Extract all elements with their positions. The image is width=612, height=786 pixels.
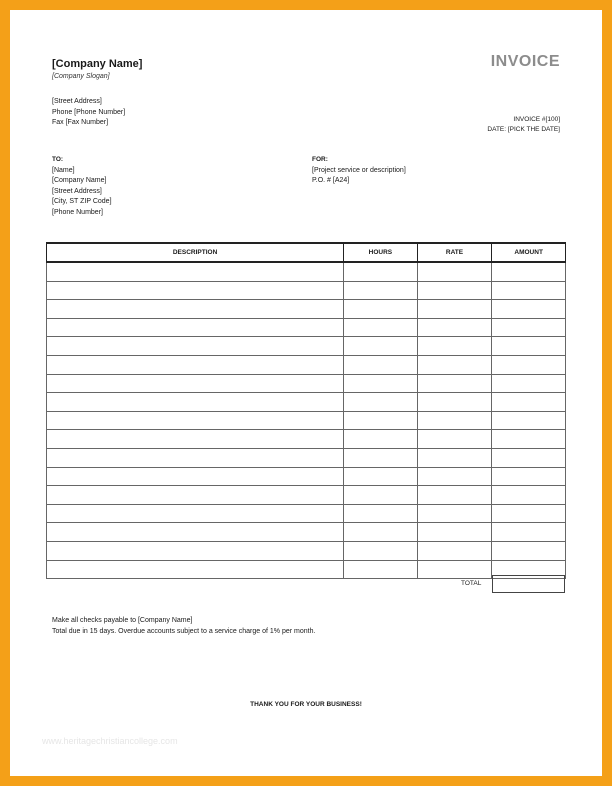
hours-cell[interactable] [344, 448, 418, 467]
thank-you-message: THANK YOU FOR YOUR BUSINESS! [250, 701, 362, 708]
hours-cell[interactable] [344, 411, 418, 430]
hours-cell[interactable] [344, 486, 418, 505]
table-row [47, 467, 566, 486]
rate-cell[interactable] [417, 411, 492, 430]
amount-cell[interactable] [492, 355, 566, 374]
rate-cell[interactable] [417, 262, 492, 281]
to-label: TO: [52, 156, 64, 163]
rate-cell[interactable] [417, 486, 492, 505]
to-company: [Company Name] [52, 177, 107, 184]
for-project: [Project service or description] [312, 166, 406, 174]
for-block [312, 155, 406, 187]
rate-cell[interactable] [417, 430, 492, 449]
invoice-number: INVOICE #[100] [513, 116, 560, 123]
header-rate: RATE [417, 243, 492, 262]
description-cell[interactable] [47, 318, 344, 337]
amount-cell[interactable] [492, 504, 566, 523]
hours-cell[interactable] [344, 467, 418, 486]
rate-cell[interactable] [417, 467, 492, 486]
rate-cell[interactable] [417, 374, 492, 393]
company-name: [Company Name] [52, 58, 143, 70]
invoice-meta [487, 115, 560, 135]
amount-cell[interactable] [492, 448, 566, 467]
amount-cell[interactable] [492, 486, 566, 505]
amount-cell[interactable] [492, 541, 566, 560]
rate-cell[interactable] [417, 355, 492, 374]
rate-cell[interactable] [417, 560, 492, 579]
table-row [47, 430, 566, 449]
description-cell[interactable] [47, 467, 344, 486]
for-po-number: P.O. # [A24] [312, 177, 350, 184]
table-row [47, 337, 566, 356]
hours-cell[interactable] [344, 560, 418, 579]
hours-cell[interactable] [344, 504, 418, 523]
amount-cell[interactable] [492, 318, 566, 337]
hours-cell[interactable] [344, 393, 418, 412]
hours-cell[interactable] [344, 374, 418, 393]
table-row [47, 523, 566, 542]
bill-to-block [52, 155, 112, 218]
description-cell[interactable] [47, 355, 344, 374]
sender-phone: Phone [Phone Number] [52, 108, 126, 116]
total-label: TOTAL [461, 580, 482, 587]
watermark-text: www.heritagechristiancollege.com [42, 736, 178, 746]
table-row [47, 448, 566, 467]
sender-street: [Street Address] [52, 98, 102, 105]
company-slogan: [Company Slogan] [52, 73, 110, 80]
to-name: [Name] [52, 166, 75, 174]
invoice-items-table [46, 242, 566, 579]
description-cell[interactable] [47, 281, 344, 300]
rate-cell[interactable] [417, 523, 492, 542]
sender-fax: Fax [Fax Number] [52, 119, 109, 126]
amount-cell[interactable] [492, 337, 566, 356]
description-cell[interactable] [47, 374, 344, 393]
rate-cell[interactable] [417, 281, 492, 300]
rate-cell[interactable] [417, 337, 492, 356]
invoice-title: INVOICE [490, 53, 560, 70]
description-cell[interactable] [47, 541, 344, 560]
description-cell[interactable] [47, 411, 344, 430]
table-row [47, 486, 566, 505]
hours-cell[interactable] [344, 318, 418, 337]
to-phone: [Phone Number] [52, 208, 103, 216]
description-cell[interactable] [47, 337, 344, 356]
header-hours: HOURS [344, 243, 418, 262]
amount-cell[interactable] [492, 411, 566, 430]
payable-note: Make all checks payable to [Company Name] [52, 617, 193, 624]
rate-cell[interactable] [417, 300, 492, 319]
hours-cell[interactable] [344, 430, 418, 449]
rate-cell[interactable] [417, 504, 492, 523]
description-cell[interactable] [47, 523, 344, 542]
table-header-row [47, 243, 566, 262]
description-cell[interactable] [47, 430, 344, 449]
description-cell[interactable] [47, 448, 344, 467]
sender-address [52, 97, 125, 129]
table-row [47, 262, 566, 281]
hours-cell[interactable] [344, 523, 418, 542]
header-amount: AMOUNT [492, 243, 566, 262]
payment-terms [52, 615, 315, 637]
invoice-date: DATE: [PICK THE DATE] [487, 126, 560, 133]
table-row [47, 393, 566, 412]
hours-cell[interactable] [344, 541, 418, 560]
description-cell[interactable] [47, 504, 344, 523]
table-body [47, 262, 566, 579]
table-row [47, 300, 566, 319]
hours-cell[interactable] [344, 355, 418, 374]
rate-cell[interactable] [417, 318, 492, 337]
terms-note: Total due in 15 days. Overdue accounts subject to a service charge of 1% per month. [52, 628, 316, 635]
amount-cell[interactable] [492, 467, 566, 486]
to-city: [City, ST ZIP Code] [52, 198, 112, 205]
rate-cell[interactable] [417, 541, 492, 560]
amount-cell[interactable] [492, 281, 566, 300]
rate-cell[interactable] [417, 448, 492, 467]
to-street: [Street Address] [52, 187, 102, 195]
table-row [47, 411, 566, 430]
total-amount-cell[interactable] [492, 575, 565, 593]
table-row [47, 318, 566, 337]
description-cell[interactable] [47, 262, 344, 281]
amount-cell[interactable] [492, 374, 566, 393]
amount-cell[interactable] [492, 430, 566, 449]
table-row [47, 504, 566, 523]
hours-cell[interactable] [344, 281, 418, 300]
for-label: FOR: [312, 156, 328, 163]
rate-cell[interactable] [417, 393, 492, 412]
hours-cell[interactable] [344, 262, 418, 281]
header-description: DESCRIPTION [47, 243, 344, 262]
description-cell[interactable] [47, 486, 344, 505]
table-row [47, 374, 566, 393]
amount-cell[interactable] [492, 523, 566, 542]
amount-cell[interactable] [492, 300, 566, 319]
table-row [47, 355, 566, 374]
amount-cell[interactable] [492, 393, 566, 412]
table-row [47, 281, 566, 300]
description-cell[interactable] [47, 560, 344, 579]
amount-cell[interactable] [492, 262, 566, 281]
table-row [47, 541, 566, 560]
table-row [47, 560, 566, 579]
hours-cell[interactable] [344, 300, 418, 319]
description-cell[interactable] [47, 300, 344, 319]
hours-cell[interactable] [344, 337, 418, 356]
description-cell[interactable] [47, 393, 344, 412]
